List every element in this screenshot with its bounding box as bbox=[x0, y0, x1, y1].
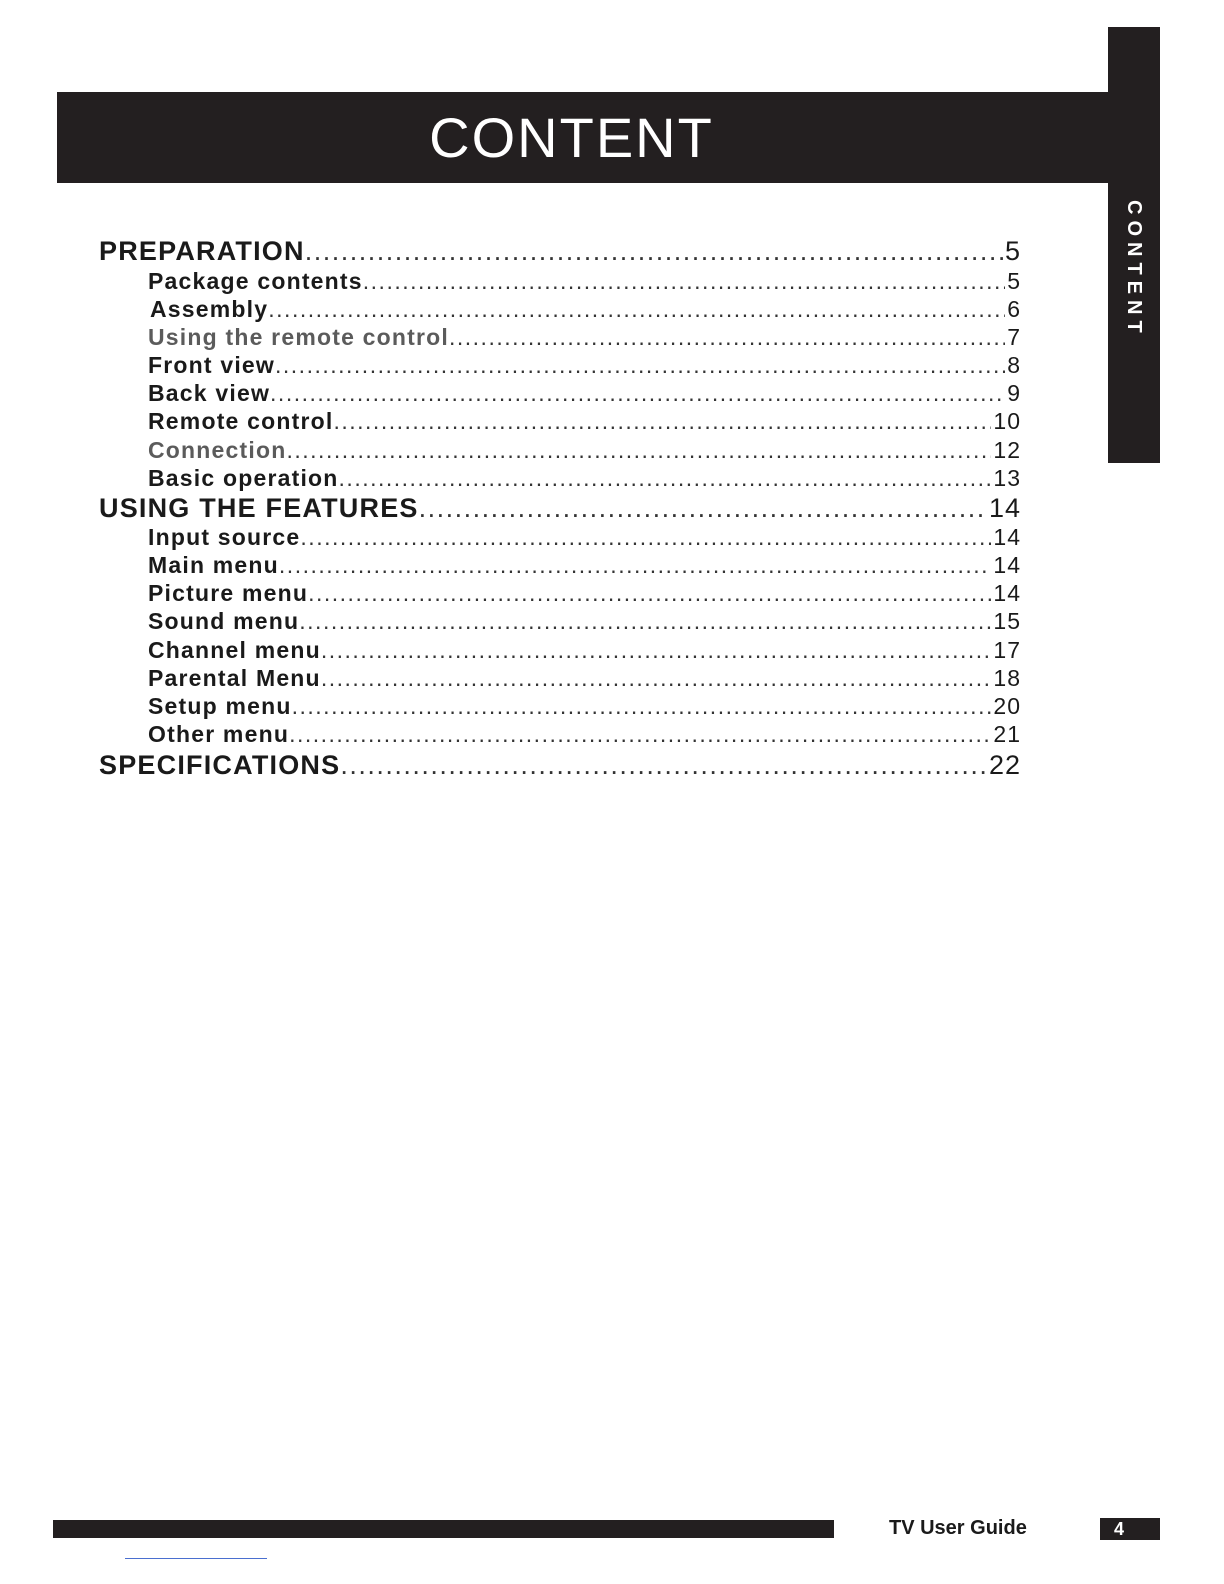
side-tab-label: CONTENT bbox=[1123, 200, 1145, 339]
header-bar bbox=[57, 92, 1108, 183]
toc-entry-label: Remote control bbox=[148, 408, 334, 434]
dot-leader bbox=[292, 693, 992, 720]
footer-bar bbox=[53, 1520, 834, 1538]
dot-leader bbox=[268, 296, 1005, 323]
toc-entry-label: USING THE FEATURES bbox=[99, 493, 419, 523]
toc-entry-page: 5 bbox=[1007, 268, 1021, 294]
toc-entry-basic-operation[interactable] bbox=[148, 465, 1021, 492]
dot-leader bbox=[287, 437, 992, 464]
toc-entry-main-menu[interactable] bbox=[148, 552, 1021, 579]
dot-leader bbox=[289, 721, 991, 748]
dot-leader bbox=[339, 465, 992, 492]
dot-leader bbox=[308, 580, 991, 607]
toc-entry-assembly[interactable] bbox=[150, 296, 1021, 323]
toc-entry-label: Setup menu bbox=[148, 693, 292, 719]
toc-entry-label: Picture menu bbox=[148, 580, 309, 606]
footer-guide-title: TV User Guide bbox=[889, 1517, 1027, 1539]
dot-leader bbox=[305, 236, 1003, 267]
toc-entry-page: 14 bbox=[988, 493, 1021, 523]
toc-entry-page: 10 bbox=[993, 408, 1021, 434]
toc-entry-page: 14 bbox=[993, 552, 1021, 578]
toc-entry-page: 17 bbox=[993, 637, 1021, 663]
toc-entry-page: 5 bbox=[1004, 236, 1021, 266]
toc-entry-remote-control[interactable] bbox=[148, 408, 1021, 435]
toc-entry-page: 7 bbox=[1007, 324, 1021, 350]
toc-entry-package-contents[interactable] bbox=[148, 268, 1021, 295]
toc-entry-page: 21 bbox=[993, 721, 1021, 747]
toc-entry-page: 8 bbox=[1007, 352, 1021, 378]
toc-entry-connection[interactable] bbox=[148, 437, 1021, 464]
dot-leader bbox=[321, 637, 992, 664]
toc-entry-parental-menu[interactable] bbox=[148, 665, 1021, 692]
toc-entry-label: Basic operation bbox=[148, 465, 339, 491]
toc-entry-input-source[interactable] bbox=[148, 524, 1021, 551]
side-section-tab bbox=[1108, 27, 1160, 463]
toc-entry-label: PREPARATION bbox=[99, 236, 305, 266]
toc-entry-channel-menu[interactable] bbox=[148, 637, 1021, 664]
dot-leader bbox=[299, 608, 991, 635]
dot-leader bbox=[279, 552, 991, 579]
toc-entry-other-menu[interactable] bbox=[148, 721, 1021, 748]
toc-entry-sound-menu[interactable] bbox=[148, 608, 1021, 635]
toc-entry-page: 12 bbox=[993, 437, 1021, 463]
toc-entry-label: Front view bbox=[148, 352, 276, 378]
page-title: CONTENT bbox=[429, 106, 714, 169]
toc-entry-label: Channel menu bbox=[148, 637, 321, 663]
bottom-link-underline bbox=[125, 1558, 267, 1559]
dot-leader bbox=[300, 524, 991, 551]
toc-entry-label: Main menu bbox=[148, 552, 279, 578]
toc-entry-label: Input source bbox=[148, 524, 301, 550]
toc-entry-label: Assembly bbox=[150, 296, 269, 322]
toc-entry-preparation[interactable] bbox=[99, 236, 1021, 267]
toc-entry-page: 20 bbox=[993, 693, 1021, 719]
toc-entry-picture-menu[interactable] bbox=[148, 580, 1021, 607]
toc-entry-page: 22 bbox=[988, 750, 1021, 780]
dot-leader bbox=[321, 665, 992, 692]
toc-entry-back-view[interactable] bbox=[148, 380, 1021, 407]
toc-entry-label: Back view bbox=[148, 380, 271, 406]
toc-entry-label: Sound menu bbox=[148, 608, 300, 634]
toc-entry-page: 13 bbox=[993, 465, 1021, 491]
dot-leader bbox=[419, 493, 987, 524]
toc-entry-label: Package contents bbox=[148, 268, 363, 294]
toc-entry-label: Other menu bbox=[148, 721, 290, 747]
toc-entry-page: 14 bbox=[993, 580, 1021, 606]
toc-entry-label: SPECIFICATIONS bbox=[99, 750, 341, 780]
toc-entry-using-remote-control[interactable] bbox=[148, 324, 1021, 351]
toc-entry-using-the-features[interactable] bbox=[99, 493, 1021, 524]
toc-entry-front-view[interactable] bbox=[148, 352, 1021, 379]
dot-leader bbox=[363, 268, 1005, 295]
dot-leader bbox=[275, 352, 1005, 379]
toc-entry-page: 18 bbox=[993, 665, 1021, 691]
dot-leader bbox=[270, 380, 1005, 407]
toc-entry-label: Connection bbox=[148, 437, 287, 463]
toc-entry-page: 14 bbox=[993, 524, 1021, 550]
dot-leader bbox=[449, 324, 1005, 351]
dot-leader bbox=[340, 750, 987, 781]
toc-entry-page: 6 bbox=[1007, 296, 1021, 322]
toc-entry-page: 9 bbox=[1007, 380, 1021, 406]
toc-entry-setup-menu[interactable] bbox=[148, 693, 1021, 720]
dot-leader bbox=[333, 408, 991, 435]
toc-entry-specifications[interactable] bbox=[99, 750, 1021, 781]
page-number: 4 bbox=[1100, 1518, 1160, 1540]
toc-entry-page: 15 bbox=[993, 608, 1021, 634]
toc-entry-label: Using the remote control bbox=[148, 324, 449, 350]
toc-entry-label: Parental Menu bbox=[148, 665, 321, 691]
